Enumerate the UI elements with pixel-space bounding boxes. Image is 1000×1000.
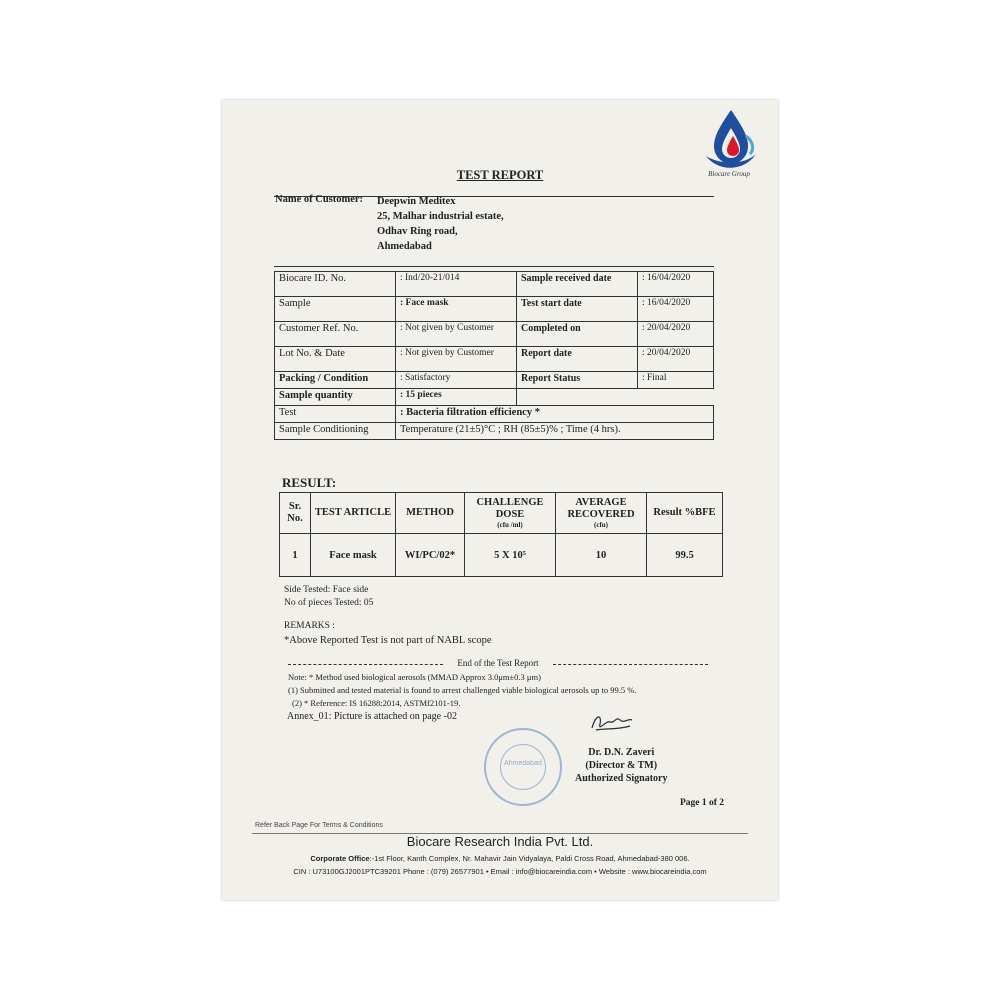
customer-ref-label: Customer Ref. No. [275,322,396,347]
cell-dose: 5 X 10⁵ [465,534,556,577]
cell-sr: 1 [280,534,311,577]
test-label: Test [275,406,396,423]
packing-value: : Satisfactory [396,372,517,389]
cell-bfe: 99.5 [647,534,723,577]
result-table [279,492,723,577]
report-title: TEST REPORT [456,168,544,182]
customer-ref-value: : Not given by Customer [396,322,517,347]
sample-info-table [274,271,714,440]
col-bfe: Result %BFE [647,493,723,534]
report-status-value: : Final [638,372,714,389]
end-of-report: End of the Test Report [288,658,708,668]
side-tested: Side Tested: Face side [284,585,369,595]
test-start-value: : 16/04/2020 [638,297,714,322]
customer-address [377,194,504,254]
lot-label: Lot No. & Date [275,347,396,372]
sample-value: : Face mask [396,297,517,322]
note-line: Note: * Method used biological aerosols (MMAD Approx 3.0μm±0.3 μm) [288,672,541,682]
completed-label: Completed on [517,322,638,347]
col-article: TEST ARTICLE [311,493,396,534]
signature-icon [588,710,636,734]
pieces-tested: No of pieces Tested: 05 [284,598,374,608]
result-heading: RESULT: [282,475,337,490]
terms-reference: Refer Back Page For Terms & Conditions [255,822,383,829]
report-status-label: Report Status [517,372,638,389]
report-date-value: : 20/04/2020 [638,347,714,372]
signatory-role: (Director & TM) [585,760,658,771]
company-stamp [484,728,562,806]
cell-article: Face mask [311,534,396,577]
note-line: (2) * Reference: IS 16288:2014, ASTMf2101-19. [292,698,461,708]
sample-label: Sample [275,297,396,322]
customer-city: Ahmedabad [377,241,432,252]
page-number: Page 1 of 2 [680,798,725,808]
annex-note: Annex_01: Picture is attached on page -02 [287,711,457,722]
customer-address-line: 25, Malhar industrial estate, [377,211,504,222]
col-dose: CHALLENGE DOSE (cfu /ml) [465,493,556,534]
remarks-text: *Above Reported Test is not part of NABL scope [284,635,492,646]
cell-method: WI/PC/02* [396,534,465,577]
stamp-text: Ahmedabad [504,760,542,767]
table-row [280,534,723,577]
logo-caption: Biocare Group [708,170,750,178]
col-method: METHOD [396,493,465,534]
cell-avg: 10 [556,534,647,577]
signatory-block [575,746,668,785]
test-value: : Bacteria filtration efficiency * [396,406,714,423]
sample-received-value: : 16/04/2020 [638,272,714,297]
signatory-title: Authorized Signatory [575,773,668,784]
col-avg: AVERAGE RECOVERED (cfu) [556,493,647,534]
report-page [222,100,778,900]
divider [274,266,714,267]
customer-name: Deepwin Meditex [377,196,456,207]
col-sr: Sr. No. [280,493,311,534]
conditioning-value: Temperature (21±5)°C ; RH (85±5)% ; Time (4 hrs). [396,423,714,440]
completed-value: : 20/04/2020 [638,322,714,347]
contact-line: CIN : U73100GJ2001PTC39201 Phone : (079) 26577901 • Email : info@biocareindia.com • Website : www.biocareindia.com [293,867,707,876]
empty-cell [517,389,714,406]
test-start-label: Test start date [517,297,638,322]
note-line: (1) Submitted and tested material is found to arrest challenged viable biological aerosols up to 99.5 %. [288,685,637,695]
biocare-id-value: : Ind/20-21/014 [396,272,517,297]
quantity-value: : 15 pieces [396,389,517,406]
lot-value: : Not given by Customer [396,347,517,372]
biocare-logo-icon [700,106,762,176]
biocare-id-label: Biocare ID. No. [275,272,396,297]
report-date-label: Report date [517,347,638,372]
quantity-label: Sample quantity [275,389,396,406]
corporate-address: Corporate Office:-1st Floor, Kanth Complex, Nr. Mahavir Jain Vidyalaya, Paldi Cross Road, Ahmedabad-380 006. [310,854,690,863]
signatory-name: Dr. D.N. Zaveri [588,747,655,758]
remarks-label: REMARKS : [284,621,335,631]
company-name: Biocare Research India Pvt. Ltd. [406,834,594,849]
notes [288,671,636,710]
stamp-inner-ring [500,744,546,790]
sample-received-label: Sample received date [517,272,638,297]
packing-label: Packing / Condition [275,372,396,389]
customer-address-line: Odhav Ring road, [377,226,458,237]
conditioning-label: Sample Conditioning [275,423,396,440]
customer-label: Name of Customer: [275,194,364,205]
